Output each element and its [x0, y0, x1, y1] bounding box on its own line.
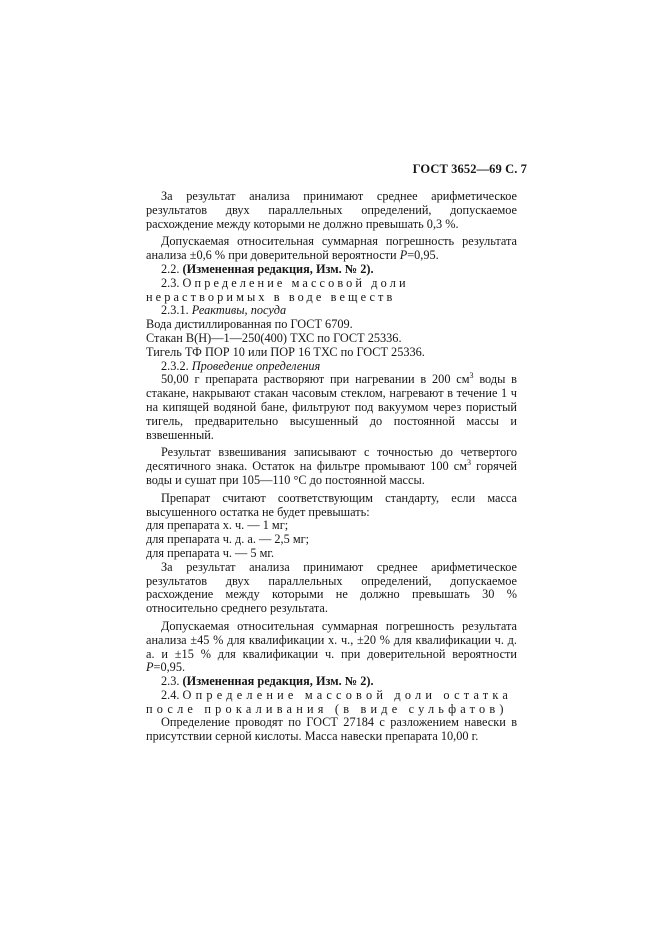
section-2-3-number: 2.3. — [161, 275, 180, 290]
section-2-3-heading — [146, 277, 517, 305]
procedure-text-a: 50,00 г препарата растворяют при нагревании в 200 см — [161, 372, 470, 387]
reagent-item: Тигель ТФ ПОР 10 или ПОР 16 ТХС по ГОСТ 25336. — [146, 344, 425, 359]
error-2-value: =0,95. — [153, 660, 186, 675]
document-body — [146, 190, 517, 744]
paragraph-determination: Определение проводят по ГОСТ 27184 с разложением навески в присутствии серной кислоты. Масса навески препарата 10,00 г. — [146, 715, 517, 744]
limit-item: для препарата х. ч. — 1 мг; — [146, 518, 289, 533]
section-2-3-1-number: 2.3.1. — [161, 303, 189, 318]
edition-note-1-number: 2.2. — [161, 261, 180, 276]
probability-symbol: P — [146, 660, 154, 675]
paragraph-result-1: За результат анализа принимают среднее арифметическое результатов двух параллельных определений, допускаемое расхождение между которыми не должно превышать 0,3 %. — [146, 189, 517, 231]
weighing-text-a: Результат взвешивания записывают с точностью до четвертого десятичного знака. Остаток на фильтре промывают 100 см — [146, 445, 517, 474]
page-header: ГОСТ 3652—69 С. 7 — [412, 162, 527, 176]
probability-symbol: P — [399, 248, 408, 263]
superscript-3: 3 — [466, 458, 471, 468]
error-2-text: Допускаемая относительная суммарная погрешность результата анализа ±45 % для квалификации х. ч., ±20 % для квалификации ч. д. а. и ±15 % для квалификации ч. при доверительной вероятности — [146, 618, 517, 661]
procedure-text-b: воды в стакане, накрывают стакан часовым стеклом, нагревают в течение 1 ч на кипящей водяной бане, фильтруют под вакуумом через пористый тигель, предварительно высушенный до постоянной массы и взвешенный. — [146, 372, 517, 442]
paragraph-weighing — [146, 446, 517, 487]
reagent-item: Вода дистиллированная по ГОСТ 6709. — [146, 317, 353, 332]
edition-note-2-number: 2.3. — [161, 674, 180, 689]
edition-note-1-text: (Измененная редакция, Изм. № 2). — [182, 261, 374, 276]
section-2-3-1-title: Реактивы, посуда — [191, 303, 287, 318]
reagent-item: Стакан В(Н)—1—250(400) ТХС по ГОСТ 25336. — [146, 330, 402, 345]
paragraph-compliance: Препарат считают соответствующим стандарту, если масса высушенного остатка не будет превышать: — [146, 490, 517, 519]
paragraph-error-1 — [146, 235, 517, 263]
section-2-3-title: Определение массовой доли нерастворимых в воде веществ — [146, 275, 409, 304]
edition-note-1 — [146, 263, 517, 277]
section-2-3-2-number: 2.3.2. — [161, 358, 189, 373]
edition-note-2 — [146, 675, 517, 689]
section-2-3-2-title: Проведение определения — [191, 358, 321, 373]
superscript-3: 3 — [469, 371, 474, 381]
paragraph-error-2 — [146, 620, 517, 675]
limit-item: для препарата ч. — 5 мг. — [146, 545, 275, 560]
edition-note-2-text: (Измененная редакция, Изм. № 2). — [182, 674, 374, 689]
paragraph-procedure — [146, 373, 517, 442]
section-2-3-1-heading — [146, 304, 517, 318]
section-2-4-number: 2.4. — [161, 687, 180, 702]
paragraph-result-2: За результат анализа принимают среднее арифметическое результатов двух параллельных определений, допускаемое расхождение между которыми не должно превышать 30 % относительно среднего результата. — [146, 559, 517, 616]
limit-item: для препарата ч. д. а. — 2,5 мг; — [146, 532, 310, 547]
section-2-4-heading — [146, 689, 517, 717]
error-1-text: Допускаемая относительная суммарная погрешность результата анализа ±0,6 % при доверительной вероятности — [146, 234, 517, 263]
section-2-4-title: Определение массовой доли остатка после прокаливания (в виде сульфатов) — [146, 687, 513, 716]
weighing-text-b: горячей воды и сушат при 105—110 °С до постоянной массы. — [146, 459, 517, 487]
error-1-value: =0,95. — [407, 248, 439, 263]
